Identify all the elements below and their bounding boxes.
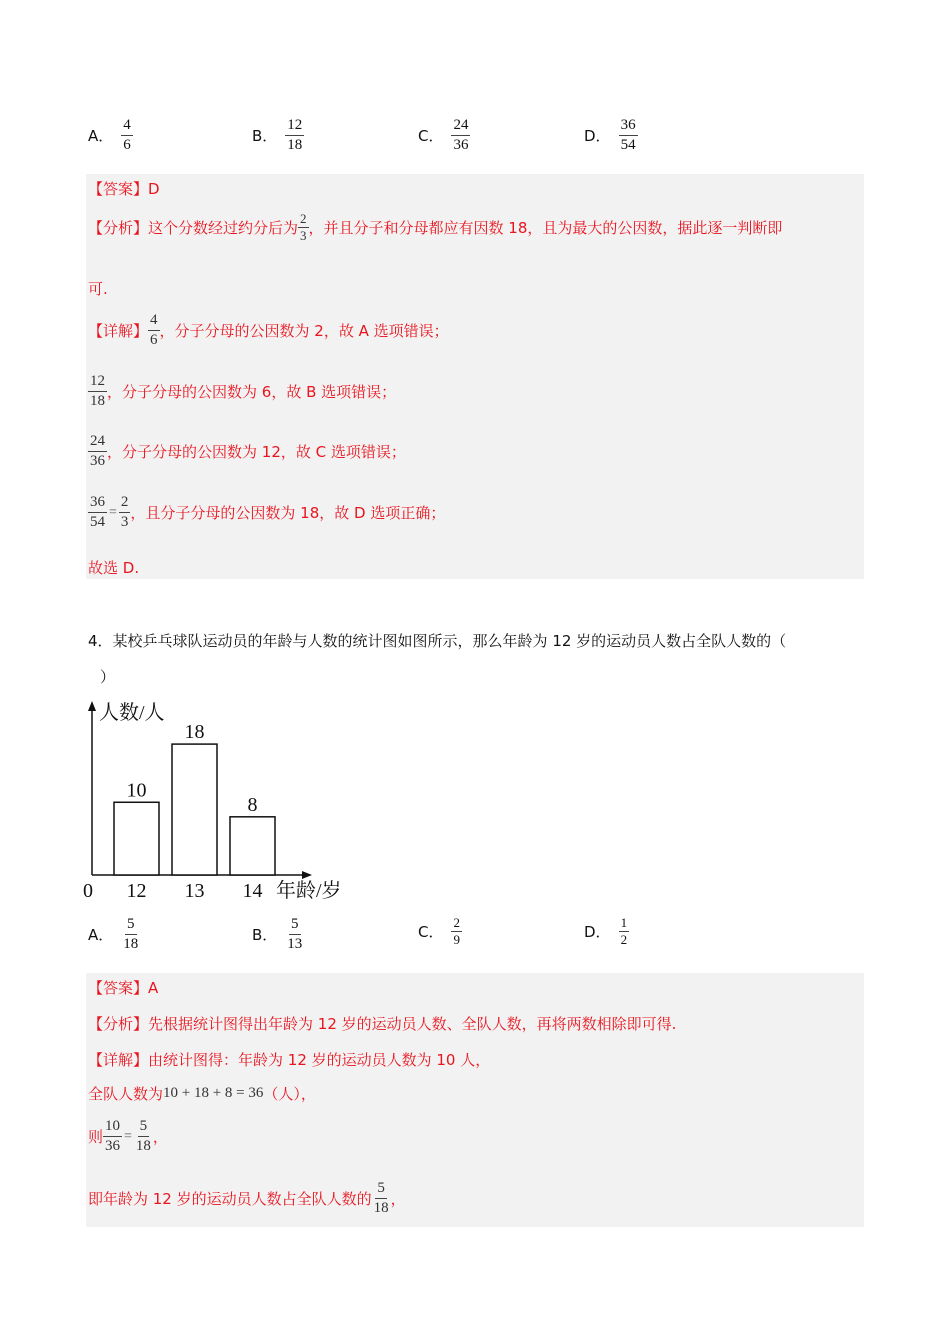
q3-option-a[interactable] <box>88 117 133 154</box>
x-axis-arrow <box>302 871 312 879</box>
detail-fraction: $\frac{24}{36}$ <box>90 433 105 469</box>
equals-sign: = <box>124 1128 132 1144</box>
then-fraction: $\frac{5}{18}$ <box>135 1118 151 1154</box>
equals-sign: = <box>109 504 117 520</box>
q3-analysis-cont: 可. <box>88 280 108 298</box>
option-letter: D． <box>584 127 611 145</box>
q3-option-d[interactable] <box>584 117 638 154</box>
q3-detail: 【详解】 $\frac{4}{6}$ ，分子分母的公因数为 2，故 A 选项错误； <box>88 312 449 348</box>
q4-then: 则 $\frac{10}{36}$ = $\frac{5}{18}$ ， <box>88 1118 168 1154</box>
y-axis-label: 人数/人 <box>99 702 165 724</box>
option-fraction: $\frac{4}{6}$ <box>123 117 131 153</box>
origin-label: 0 <box>83 880 93 902</box>
q3-detail-c: $\frac{24}{36}$ ，分子分母的公因数为 12，故 C 选项错误； <box>90 433 406 469</box>
option-letter: C． <box>418 127 444 145</box>
x-tick-label: 13 <box>184 880 205 902</box>
detail-fraction: $\frac{12}{18}$ <box>90 373 105 409</box>
chart-bars <box>114 721 275 902</box>
option-fraction: $\frac{24}{36}$ <box>453 117 469 153</box>
option-letter: B． <box>252 926 278 944</box>
q3-option-b[interactable] <box>252 117 304 154</box>
option-letter: A． <box>88 127 114 145</box>
option-fraction: $\frac{36}{54}$ <box>620 117 636 153</box>
bar-value-label: 10 <box>126 779 147 802</box>
q4-option-c[interactable] <box>418 916 462 947</box>
q4-option-a[interactable] <box>88 916 140 953</box>
bar-14 <box>230 817 275 875</box>
q3-analysis: 【分析】这个分数经过约分后为 $\frac{2}{3}$ ，并且分子和分母都应有因数 18，且为最大的公因数，据此逐一判断即 <box>88 211 783 243</box>
q4-option-b[interactable] <box>252 916 304 953</box>
q4-question: 4．某校乒乓球队运动员的年龄与人数的统计图如图所示，那么年龄为 12 岁的运动员人数占全队人数的（ <box>88 632 787 650</box>
detail-fraction: $\frac{36}{54}$ <box>90 494 105 530</box>
q3-option-c[interactable] <box>418 117 470 154</box>
x-tick-label: 12 <box>126 880 147 902</box>
q4-analysis: 【分析】先根据统计图得出年龄为 12 岁的运动员人数、全队人数，再将两数相除即可得. <box>88 1015 677 1033</box>
option-letter: A． <box>88 926 114 944</box>
option-letter: C． <box>418 923 444 941</box>
then-fraction: $\frac{10}{36}$ <box>105 1118 121 1154</box>
detail-fraction: $\frac{4}{6}$ <box>150 312 158 348</box>
bar-12 <box>114 802 159 875</box>
q3-answer: 【答案】D <box>88 180 160 198</box>
q4-answer: 【答案】A <box>88 979 159 997</box>
option-fraction: $\frac{2}{9}$ <box>453 915 460 947</box>
y-axis-arrow <box>88 701 96 711</box>
q4-question-cont: ） <box>100 668 116 686</box>
q4-final: 即年龄为 12 岁的运动员人数占全队人数的 $\frac{5}{18}$ ， <box>88 1180 406 1216</box>
q3-conclusion: 故选 D. <box>88 559 140 577</box>
detail-fraction: $\frac{2}{3}$ <box>120 494 129 530</box>
bar-13 <box>172 744 217 875</box>
q4-option-d[interactable] <box>584 916 629 947</box>
analysis-fraction: $\frac{2}{3}$ <box>300 211 307 243</box>
option-fraction: $\frac{12}{18}$ <box>287 117 303 153</box>
option-fraction: $\frac{1}{2}$ <box>620 915 628 947</box>
bar-value-label: 8 <box>247 793 258 816</box>
q4-total: 全队人数为 10 + 18 + 8 = 36 （人）， <box>88 1085 316 1103</box>
x-tick-label: 14 <box>242 880 263 902</box>
final-fraction: $\frac{5}{18}$ <box>373 1180 389 1216</box>
q4-detail: 【详解】由统计图得：年龄为 12 岁的运动员人数为 10 人， <box>88 1051 491 1069</box>
option-letter: B． <box>252 127 278 145</box>
q4-bar-chart <box>80 697 380 907</box>
x-axis-label: 年龄/岁 <box>276 880 342 902</box>
q3-detail-d: $\frac{36}{54}$ = $\frac{2}{3}$ ，且分子分母的公因数为 18，故 D 选项正确； <box>90 494 446 530</box>
total-expression: 10 + 18 + 8 = 36 <box>163 1085 264 1101</box>
option-fraction: $\frac{5}{13}$ <box>287 916 303 952</box>
option-fraction: $\frac{5}{18}$ <box>123 916 139 952</box>
option-letter: D． <box>584 923 611 941</box>
q3-detail-b: $\frac{12}{18}$ ，分子分母的公因数为 6，故 B 选项错误； <box>90 373 397 409</box>
bar-value-label: 18 <box>184 721 205 744</box>
